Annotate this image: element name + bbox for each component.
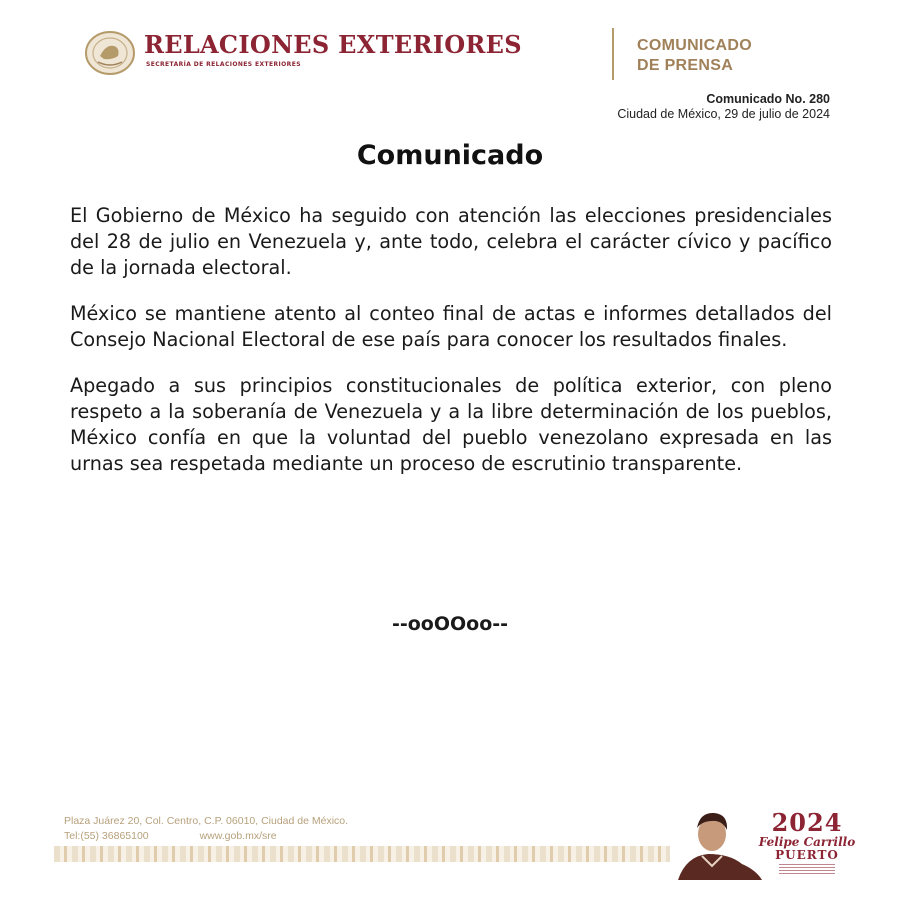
- release-number: Comunicado No. 280: [706, 92, 830, 106]
- document-body: [70, 203, 832, 497]
- press-release-label: [637, 36, 752, 76]
- anniversary-logo: [752, 810, 862, 874]
- anniversary-year: 2024: [771, 808, 843, 837]
- footer-phone: Tel:(55) 36865100: [64, 830, 149, 842]
- national-seal-icon: [84, 30, 136, 76]
- document-meta: [617, 92, 830, 122]
- place-date: Ciudad de México, 29 de julio de 2024: [617, 107, 830, 121]
- paragraph: México se mantiene atento al conteo final de actas e informes detallados del Consejo Nacional Electoral de ese país para conocer los resultados finales.: [70, 302, 832, 351]
- decorative-footer-band: [54, 846, 670, 862]
- paragraph: El Gobierno de México ha seguido con atención las elecciones presidenciales del 28 de julio en Venezuela y, ante todo, celebra el carácter cívico y pacífico de la jornada electoral.: [70, 204, 832, 279]
- press-label-line2: DE PRENSA: [637, 57, 734, 74]
- closing-separator: --ooOOoo--: [391, 613, 509, 635]
- footer-contact: [64, 814, 348, 844]
- paragraph: Apegado a sus principios constitucionales de política exterior, con pleno respeto a la soberanía de Venezuela y a la libre determinación de los pueblos, México confía en que la voluntad del pueblo venezolano expresada en las urnas sea respetada mediante un proceso de escrutinio transparente.: [70, 374, 832, 475]
- anniversary-name: Felipe Carrillo: [758, 835, 856, 849]
- anniversary-surname: PUERTO: [775, 848, 839, 862]
- portrait-illustration-icon: [672, 804, 762, 880]
- document-title: Comunicado: [356, 140, 544, 171]
- footer-address: Plaza Juárez 20, Col. Centro, C.P. 06010, Ciudad de México.: [64, 815, 349, 827]
- organization-name: RELACIONES EXTERIORES: [144, 30, 522, 59]
- header-divider: [612, 28, 614, 80]
- letterhead: [84, 28, 804, 84]
- anniversary-fine-print: [779, 864, 835, 874]
- press-label-line1: COMUNICADO: [637, 37, 752, 54]
- organization-subtitle: SECRETARÍA DE RELACIONES EXTERIORES: [146, 61, 301, 68]
- footer-website: www.gob.mx/sre: [199, 830, 277, 842]
